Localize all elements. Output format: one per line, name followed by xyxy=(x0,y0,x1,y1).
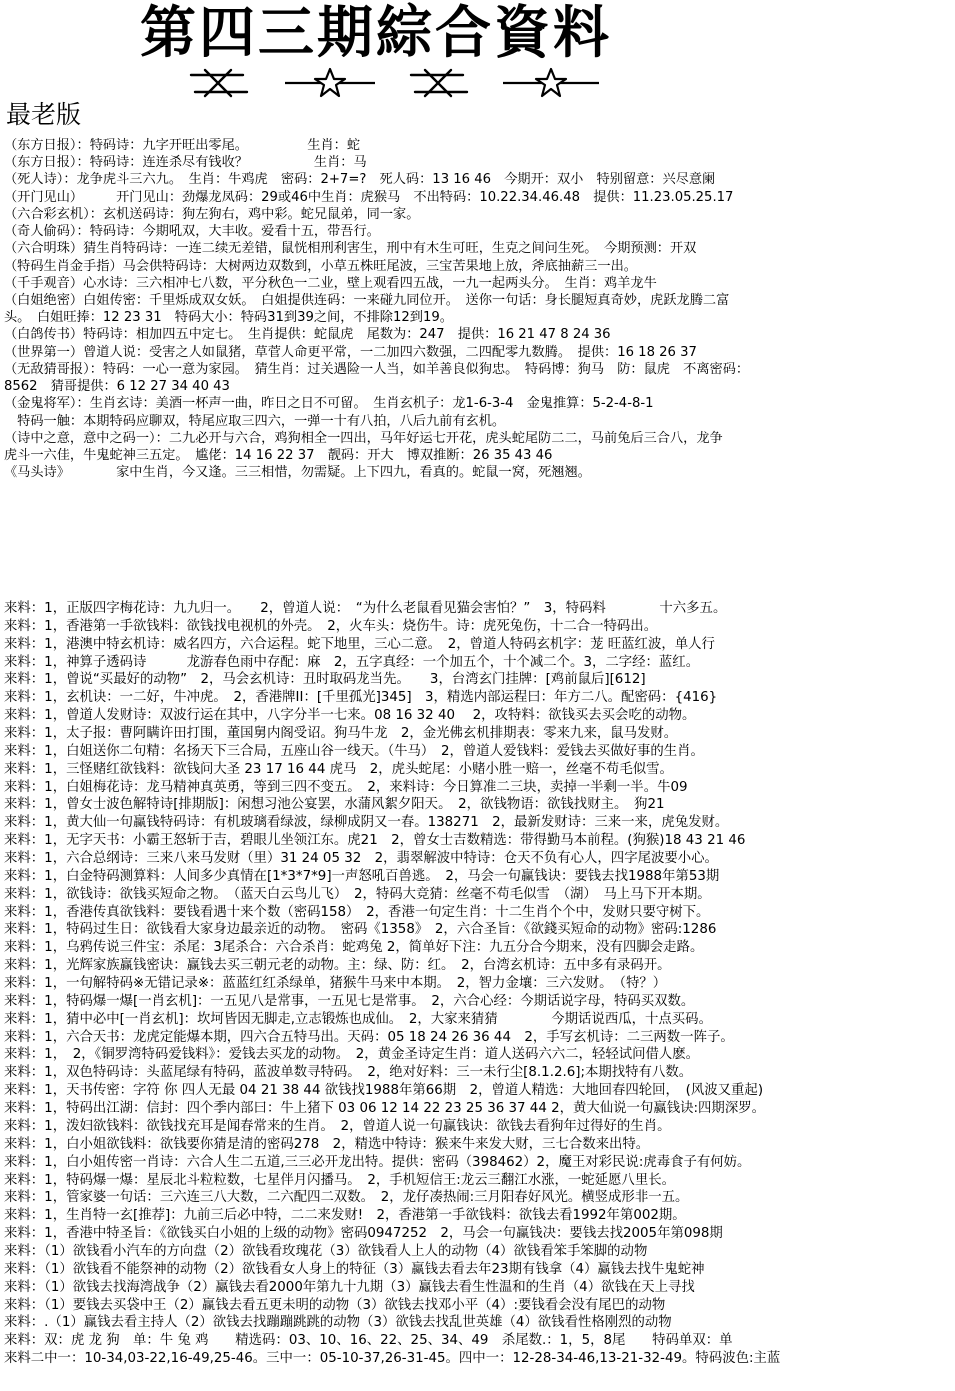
text-line: （六合明珠）猜生肖特码诗：一连二续无差错，鼠恍相刑利害生，刑中有木生可旺，生克之间问生死。 今期预测：开双 xyxy=(4,241,697,257)
laima-list xyxy=(4,600,954,1368)
laima-line: 来料：1，光辉家族赢钱密诀：赢钱去买三朝元老的动物。主：绿、防：红。 2，台湾玄机诗：五中多有录码开。 xyxy=(4,958,671,974)
laima-line: 来料：1，特码爆一爆：星辰北斗粒粒数，七星伴月闪播马。 2，手机短信王:龙云三翻江水涨，一蛇延愿八里长。 xyxy=(4,1172,675,1188)
laima-line: 来料：1，港澳中特玄机诗：威名四方，六合运程。蛇下地里，三心二意。 2，曾道人特码玄机字：茏 旺蓝红波，单人行 xyxy=(4,636,715,652)
laima-line: 来料：1，白金特码测算料：人间多少真情在[1*3*7*9]一声怒吼百兽逃。 2，马会一句赢钱诀：要钱去找1988年第53期 xyxy=(4,868,720,884)
laima-line: 来料：（1）欲钱去找海湾战争（2）赢钱去看2000年第九十九期（3）赢钱去看生性温和的生肖（4）欲钱在天上寻找 xyxy=(4,1279,695,1295)
laima-line: 来料：1，猜中必中[一肖玄机]：坎坷皆因无脚走,立志锻炼也成仙。 2，大家来猜猜 今期话说西瓜，十点买码。 xyxy=(4,1011,712,1027)
laima-line: 来料：.（1）赢钱去看主持人（2）欲钱去找蹦蹦跳跳的动物（3）欲钱去找乱世英雄（4）欲钱看性格刚烈的动物 xyxy=(4,1315,672,1331)
text-line: （诗中之意，意中之码一）：二九必开与六合，鸡狗相全一四出，马年好运七开花，虎头蛇尾防二二，马前兔后三合八，龙争 xyxy=(4,430,723,446)
laima-line: 来料：1，曾女士波色解特诗[排期版]：闲想习池公宴罢，水蒲风絮夕阳天。 2，欲钱物语：欲钱找财主。 狗21 xyxy=(4,797,665,813)
text-line: 特码一触：本期特码应聊双，特尾应取三四六，一弹一十有八拍，八后九前有玄机。 xyxy=(4,413,506,429)
text-line: 8562 猜哥提供：6 12 27 34 40 43 xyxy=(4,379,230,395)
text-line: （东方日报）：特码诗：连连杀尽有钱收？ 生肖：马 xyxy=(4,155,367,171)
page-title: 第四三期綜合資料 xyxy=(140,0,612,66)
text-line: （特码生肖金手指）马会供特码诗：大树两边双数到，小草五株旺尾波，三宝苦果地上放，斧底抽薪三一出。 xyxy=(4,258,637,274)
text-line: （六合彩玄机）：玄机送码诗：狗左狗右，鸡中彩。蛇兄鼠弟，同一家。 xyxy=(4,206,420,222)
laima-line: 来料：1，香港第一手欲钱料：欲钱找电视机的外壳。 2，火车头：烧伤牛。诗：虎死兔伤，十二合一特码出。 xyxy=(4,618,658,634)
text-line: （东方日报）：特码诗：九字开旺出零尾。 生肖：蛇 xyxy=(4,138,361,153)
text-line: （金鬼将军）：生肖玄诗：美酒一杯声一曲，昨日之日不可留。 生肖玄机子：龙1-6-3-4 金鬼推算：5-2-4-8-1 xyxy=(4,396,654,412)
laima-line: 来料：1，无字天书：小霸王怒斩于吉，碧眼儿坐领江东。虎21 2，曾女士吉数精选：带得勤马本前程。(狗猴)18 43 21 46 xyxy=(4,833,746,849)
laima-line: 来料：1，泼妇欲钱料：欲钱找充耳是闻春常来的生肖。 2，曾道人说一句赢钱诀：欲钱去看狗年过得好的生肖。 xyxy=(4,1118,671,1134)
laima-line: 来料：1，白小姐欲钱料：欲钱要你猜是清的密码278 2，精选中特诗：猴来牛来发大财，三七合数来出特。 xyxy=(4,1136,650,1152)
laima-line: 来料：1，六合总纲诗：三来八来马发财（里）31 24 05 32 2，翡翠解波中特诗：仓天不负有心人，四字尾波要小心。 xyxy=(4,851,718,867)
laima-line: 来料：（1）欲钱看不能祭神的动物（2）欲钱看女人身上的特征（3）赢钱去看去年23期有钱拿（4）赢钱去找牛鬼蛇神 xyxy=(4,1261,705,1277)
laima-line: 来料：1，白小姐传密一肖诗：六合人生二五道,三三必开龙出特。提供：密码（398462）2，魔王对彩民说:虎毒食子有何妨。 xyxy=(4,1154,751,1170)
laima-line: 来料：1，双色特码诗：头蓝尾绿有特码，蓝波单数寻特码。 2，绝对好料：三一未行尘[8.1.2.6];本期找特有八数。 xyxy=(4,1065,693,1081)
laima-line: 来料：1，特码过生日：欲钱看大家身边最亲近的动物。 密码《1358》 2，六合圣旨：《欲錢买短命的动物》密码:1286 xyxy=(4,922,717,938)
laima-line: 来料：1，管家婆一句话：三六连三八大数，二六配四二双数。 2，龙仔凑热闹:三月阳春好风光。横竖成形非一五。 xyxy=(4,1190,689,1206)
laima-line: 来料：1，生肖特一玄[推荐]：九前三后必中特，二二来发财! 2，香港第一手欲钱料：欲钱去看1992年第002期。 xyxy=(4,1208,686,1224)
edition-label: 最老版 xyxy=(6,100,82,129)
text-line: （白鸽传书）特码诗：相加四五中定七。 生肖提供：蛇鼠虎 尾数为：247 提供：16 21 47 8 24 36 xyxy=(4,327,611,343)
text-line: （死人诗）：龙争虎斗三六九。 生肖：牛鸡虎 密码：2+7=? 死人码：13 16 46 今期开：双小 特别留意：兴尽意阑 xyxy=(4,172,716,188)
laima-line: 来料：1，香港传真欲钱料：要钱看遇十来个数（密码158） 2，香港一句定生肖：十二生肖个个中，发财只要守树下。 xyxy=(4,904,710,920)
laima-line: 来料：1，太子报：曹阿瞒许田打围，董国舅内阁受诏。狗马牛龙 2，金光佛玄机排期表：零来九来，鼠马发财。 xyxy=(4,726,678,742)
laima-line: 来料：1，天书传密：字符 你 四人无最 04 21 38 44 欲钱找1988年第66期 2，曾道人精选：大地回春四轮回， (风波又重起) xyxy=(4,1083,764,1099)
laima-line: 来料：1，特码出江湖：信封：四个季内部曰：牛上猪下 03 06 12 14 22 23 25 36 37 44 2，黄大仙说一句赢钱诀:四期深罗。 xyxy=(4,1101,765,1117)
laima-line: 来料二中一：10-34,03-22,16-49,25-46。三中一：05-10-37,26-31-45。四中一：12-28-34-46,13-21-32-49。特码波色:主蓝 xyxy=(4,1351,781,1367)
laima-line: 来料：1，曾道人发财诗：双波行运在其中，八字分半一七来。08 16 32 40 2，攻特料：欲钱买去买会吃的动物。 xyxy=(4,708,696,724)
laima-line: 来料：1，神算子透码诗 龙游春色雨中存配：麻 2，五字真经：一个加五个，十个减二个。3，二字经：蓝红。 xyxy=(4,654,700,670)
laima-line: 来料：1，白姐梅花诗：龙马精神真英勇，等到三四不变五。 2，来料诗：今日算准二三块，卖掉一半剩一半。牛09 xyxy=(4,779,688,795)
laima-line: 来料：1，正版四字梅花诗：九九归一。 2，曾道人说： “为什么老鼠看见猫会害怕？” 3，特码料 十六多五。 xyxy=(4,601,727,616)
laima-line: 来料：（1）欲钱看小汽车的方向盘（2）欲钱看玫瑰花（3）欲钱看人上人的动物（4）欲钱看笨手笨脚的动物 xyxy=(4,1243,648,1259)
laima-line: 来料：1，曾说“买最好的动物” 2，马会玄机诗：丑时取码龙当先。 3，台湾玄门挂牌：[鸡前鼠后][612] xyxy=(4,672,646,688)
text-line: （白姐绝密）白姐传密：千里烁成双女妖。 白姐提供连码：一来碰九同位开。 送你一句话：身长腿短真奇妙，虎跃龙腾二富 xyxy=(4,292,730,308)
text-line: 头。 白姐旺捧：12 23 31 特码大小：特码31到39之间，不排除12到19。 xyxy=(4,310,453,326)
laima-line: 来料：1， 2，《铜罗湾特码爱钱料》：爱钱去买龙的动物。 2，黄金圣诗定生肖：道人送码六六二，轻轻试问借人麽。 xyxy=(4,1047,700,1063)
laima-line: 来料：1，玄机诀：一二好，牛冲虎。 2，香港牌II：[千里孤光]345] 3，精选内部运程曰：年方二八。配密码：{416} xyxy=(4,690,718,706)
laima-line: 来料：1，乌鸦传说三件宝：杀尾：3尾杀合：六合杀肖：蛇鸡兔 2，简单好下注：九五分合今期来，没有四脚会走路。 xyxy=(4,940,704,956)
text-line: （千手观音）心水诗：三六相冲七八数，平分秋色一二业，壁上观看四五战，一九一起两头分。 生肖：鸡羊龙牛 xyxy=(4,275,657,291)
laima-line: 来料：1，黄大仙一句赢钱特码诗：有机玻璃看绿波，绿柳成阴又一春。138271 2，最新发财诗：三来一来，虎兔发财。 xyxy=(4,815,729,831)
text-line: （开门见山） 开门见山：劲爆龙凤码：29或46中生肖：虎猴马 不出特码：10.22.34.46.48 提供：11.23.05.25.17 xyxy=(4,189,734,205)
laima-line: 来料：1，欲钱诗：欲钱买短命之物。 （蓝天白云鸟儿飞） 2，特码大竞猜：丝毫不苟毛似雪 （湖） 马上马下开本期。 xyxy=(4,886,711,902)
laima-line: 来料：1，三怪赌红欲钱料：欲钱问大圣 23 17 16 44 虎马 2，虎头蛇尾：小赌小胜一赔一，丝毫不苟毛似雪。 xyxy=(4,761,673,777)
laima-line: 来料：1，六合天书：龙虎定能爆本期，四六合五特马出。天码：05 18 24 26 36 44 2，手写玄机诗：二三两数一阵子。 xyxy=(4,1029,734,1045)
laima-line: 来料：双：虎 龙 狗 单：牛 兔 鸡 精选码：03、10、16、22、25、34、49 杀尾数.：1，5，8尾 特码单双：单 xyxy=(4,1333,733,1349)
source-list xyxy=(4,137,954,481)
laima-line: 来料：1，白姐送你二句精：名扬天下三合局，五座山谷一线天。（牛马） 2，曾道人爱钱料：爱钱去买做好事的生肖。 xyxy=(4,743,704,759)
text-line: （无敌猜哥报）：特码：一心一意为家园。 猜生肖：过关遇险一人当，如羊善良似狗忠。 特码博：狗马 防：鼠虎 不离密码： xyxy=(4,361,750,377)
text-line: 虎斗一六佳，牛鬼蛇神三五定。 尴佬：14 16 22 37 靓码：开大 博双推断：26 35 43 46 xyxy=(4,447,553,463)
text-line: 《马头诗》 家中生肖，今又逢。三三相惜，勿需疑。上下四九，看真的。蛇鼠一窝，死翘翘。 xyxy=(4,465,591,481)
decorative-divider xyxy=(185,66,605,100)
laima-line: 来料：1，香港中特圣旨：《欲钱买白小姐的上级的动物》密码0947252 2，马会一句赢钱决：要钱去找2005年第098期 xyxy=(4,1226,723,1242)
text-line: （世界第一）曾道人说：受害之人如鼠猪，草菅人命更平常，一二加四六数强，二四配零九数腾。 提供：16 18 26 37 xyxy=(4,344,697,360)
text-line: （奇人偷码）：特码诗：今期吼双，大丰收。爱看十五，带吾行。 xyxy=(4,224,380,240)
laima-line: 来料：（1）要钱去买袋中王（2）赢钱去看五更未明的动物（3）欲钱去找邓小平（4）:要钱看会没有尾巴的动物 xyxy=(4,1297,666,1313)
laima-line: 来料：1，特码爆一爆[一肖玄机]：一五见八是常事，一五见七是常事。 2，六合心经：今期话说字母，特码买双数。 xyxy=(4,993,695,1009)
laima-line: 来料：1，一句解特码※无错记录※：蓝蓝红红杀绿单，猪猴牛马来中本期。 2，智力金壤：三六发财。 （特？） xyxy=(4,976,667,992)
